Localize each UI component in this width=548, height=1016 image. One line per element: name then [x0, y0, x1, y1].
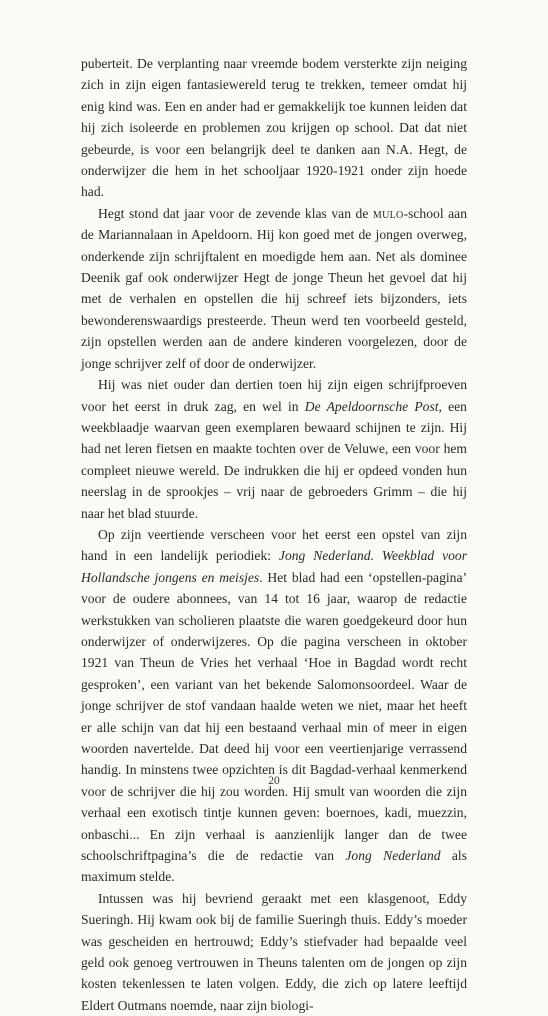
text-segment: Jong Nederland — [345, 848, 441, 864]
text-segment: Jong Nederland. Weekblad voor Hollandsche jongens en meisjes — [81, 548, 467, 585]
paragraph-2 — [81, 203, 467, 374]
paragraph-4 — [81, 524, 467, 888]
text-segment: Op zijn veertiende verscheen voor het eerst een opstel van zijn hand in een landelijk periodiek: — [81, 526, 467, 564]
text-segment: , een weekblaadje waarvan geen exemplaren bewaard schijnen te zijn. Hij had net leren fietsen en maakte tochten over de Veluwe, een voor hem compleet nieuwe wereld. De indrukken die hij er opdeed vonden hun neerslag in de sprookjes – vrij naar de gebroeders Grimm – die hij naar het blad stuurde. — [81, 398, 467, 521]
text-segment: mulo — [372, 205, 404, 221]
paragraph-1 — [81, 53, 467, 203]
text-segment: Hegt stond dat jaar voor de zevende klas van de — [98, 205, 373, 221]
body-text — [81, 53, 467, 1016]
text-segment: Intussen was hij bevriend geraakt met een klasgenoot, Eddy Sueringh. Hij kwam ook bij de familie Sueringh thuis. Eddy’s moeder was gescheiden en hertrouwd; Eddy’s stiefvader had bepaalde veel geld ook genoeg vertrouwen in Theuns talenten om de jongen op zijn kosten tekenlessen te laten volgen. Eddy, die zich op latere leeftijd Eldert Outmans noemde, naar zijn biologi- — [81, 890, 467, 1013]
text-segment: puberteit. De verplanting naar vreemde bodem versterkte zijn neiging zich in zijn eigen fantasiewereld terug te trekken, temeer omdat hij enig kind was. Een en ander had er gemakkelijk toe kunnen leiden dat hij zich isoleerde en problemen zou krijgen op school. Dat dat niet gebeurde, is voor een belangrijk deel te danken aan N.A. Hegt, de onderwijzer die hem in het schooljaar 1920-1921 onder zijn hoede had. — [81, 56, 467, 200]
text-segment: Hij was niet ouder dan dertien toen hij zijn eigen schrijfproeven voor het eerst in druk zag, en wel in — [81, 377, 467, 414]
paragraph-5 — [81, 888, 467, 1016]
text-segment: . Het blad had een ‘opstellen-pagina’ voor de oudere abonnees, van 14 tot 16 jaar, waarop de redactie werkstukken van scholieren plaatste die waren goedgekeurd door hun onderwijzer of onderwijzeres. Op die pagina verscheen in oktober 1921 van Theun de Vries het verhaal ‘Hoe in Bagdad wordt recht gesproken’, een variant van het bekende Salomonsoordeel. Waar de jonge schrijver de stof vandaan haalde weten we niet, maar het heeft er alle schijn van dat hij een bestaand verhaal min of meer in eigen woorden navertelde. Dat deed hij voor een veertienjarige verrassend handig. In minstens twee opzichten is dit Bagdad-verhaal kenmerkend voor de schrijver die hij zou worden. Hij smult van woorden die zijn verhaal een exotisch tintje kunnen geven: boernoes, kadi, muezzin, onbaschi... En zijn verhaal is aanzienlijk langer dan de twee schoolschriftpagina’s die de redactie van — [81, 569, 468, 864]
text-segment: als maximum stelde. — [81, 848, 468, 885]
text-segment: -school aan de Mariannalaan in Apeldoorn. Hij kon goed met de jongen overweg, onderkende zijn schrijftalent en moedigde hem aan. Net als dominee Deenik gaf ook onderwijzer Hegt de jonge Theun het gevoel dat hij met de verhalen en opstellen die hij schreef iets bijzonders, iets bewonderenswaardigs presteerde. Theun werd ten voorbeeld gesteld, zijn opstellen werden aan de andere kinderen voorgelezen, door de jonge schrijver zelf of door de onderwijzer. — [81, 205, 468, 371]
text-segment: De Apeldoornsche Post — [304, 398, 439, 414]
paragraph-3 — [81, 374, 467, 524]
page-number: 20 — [268, 775, 280, 787]
